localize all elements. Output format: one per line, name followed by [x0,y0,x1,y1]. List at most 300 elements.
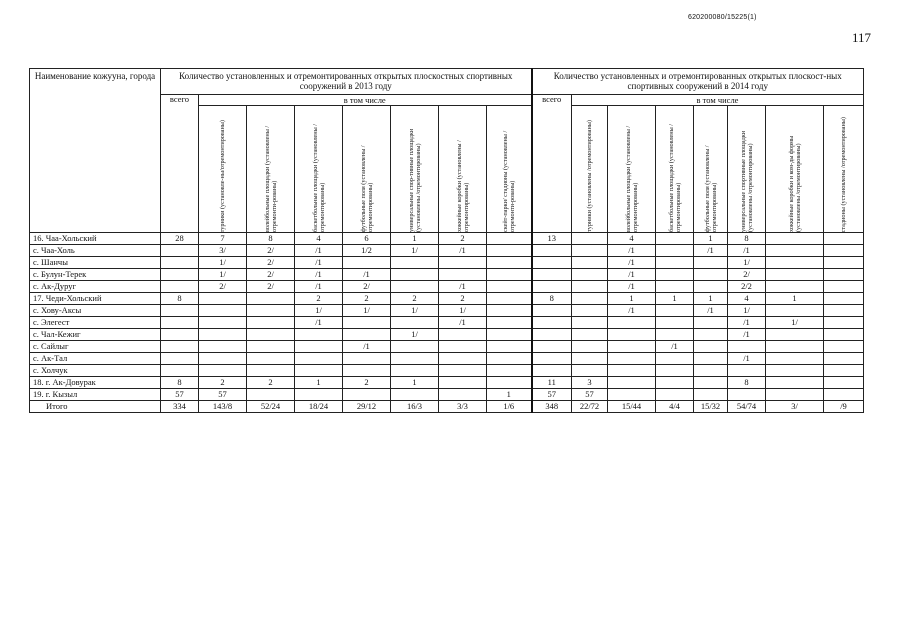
table-cell [728,365,766,377]
table-cell: 4 [295,233,343,245]
table-cell [824,353,864,365]
column-label: баскетбольные площадки (установлены /отремонтированы) [667,123,682,232]
table-cell: 8 [161,293,199,305]
table-cell [824,257,864,269]
table-cell [487,317,532,329]
table-cell: 1 [391,377,439,389]
table-cell [391,389,439,401]
table-cell: 6 [343,233,391,245]
table-cell [199,353,247,365]
table-cell [295,329,343,341]
table-cell [608,353,656,365]
table-cell [694,269,728,281]
table-cell [824,365,864,377]
table-cell [728,389,766,401]
table-cell [824,233,864,245]
table-cell: 8 [728,377,766,389]
table-cell [656,233,694,245]
table-cell [161,305,199,317]
table-cell: /1 [295,317,343,329]
table-cell [824,341,864,353]
table-cell [572,245,608,257]
row-name: с. Холчук [30,365,161,377]
table-cell [343,353,391,365]
table-cell: 1/ [728,257,766,269]
row-name: с. Элегест [30,317,161,329]
table-cell [656,365,694,377]
table-cell: 7 [199,233,247,245]
table-cell [608,329,656,341]
table-row [30,377,904,389]
table-cell: 16/3 [391,401,439,413]
table-cell [247,389,295,401]
table-cell [487,233,532,245]
table-cell [608,377,656,389]
table-row [30,269,904,281]
table-cell: 3/ [199,245,247,257]
table-cell [487,305,532,317]
table-cell [824,389,864,401]
header-incl-2014: в том числе [572,95,864,106]
header-total-2013: всего [161,95,199,233]
table-cell [439,365,487,377]
row-name: с. Ак-Тал [30,353,161,365]
column-label: хоккейные коробки и ком-ды формы (установлены /отремонтированы) [787,135,802,232]
row-name: 16. Чаа-Хольский [30,233,161,245]
table-cell [766,341,824,353]
table-cell [824,329,864,341]
table-cell [161,341,199,353]
table-cell [694,377,728,389]
table-cell [343,389,391,401]
table-cell [391,317,439,329]
table-cell: /1 [728,353,766,365]
table-cell [572,269,608,281]
table-cell [572,257,608,269]
row-name: с. Чал-Кежиг [30,329,161,341]
table-cell [694,365,728,377]
table-cell [608,389,656,401]
table-cell: 57 [572,389,608,401]
table-cell: 1/ [391,329,439,341]
page-number: 117 [852,30,872,45]
table-cell [247,365,295,377]
table-cell [487,257,532,269]
table-cell [295,365,343,377]
table-cell [532,341,572,353]
table-cell: 8 [161,377,199,389]
row-name: Итого [30,401,161,413]
table-cell: 2 [391,293,439,305]
table-cell [694,389,728,401]
table-row [30,317,904,329]
table-cell: 52/24 [247,401,295,413]
table-cell [572,305,608,317]
table-cell [656,269,694,281]
table-cell [532,257,572,269]
table-cell [487,269,532,281]
table-cell: /1 [728,317,766,329]
y2014-col-header-5 [728,106,766,233]
table-cell [656,329,694,341]
table-cell [766,389,824,401]
table-cell: 1/ [343,305,391,317]
table-cell: 1/2 [343,245,391,257]
table-cell [487,353,532,365]
sports-facilities-table [29,68,904,413]
table-cell: 143/8 [199,401,247,413]
table-row [30,257,904,269]
header-incl-2013: в том числе [199,95,532,106]
table-cell [532,281,572,293]
table-cell [391,353,439,365]
header-total-2014: всего [532,95,572,233]
table-cell: 1 [391,233,439,245]
table-cell [343,257,391,269]
table-cell: 1/ [295,305,343,317]
table-cell [487,245,532,257]
table-cell [656,245,694,257]
table-cell [766,281,824,293]
table-cell [656,353,694,365]
table-cell: 57 [199,389,247,401]
row-name: с. Хову-Аксы [30,305,161,317]
table-cell: 1/ [391,245,439,257]
table-cell [487,341,532,353]
table-cell [766,245,824,257]
table-cell [694,341,728,353]
table-cell: /1 [343,269,391,281]
table-cell [694,317,728,329]
table-cell [439,341,487,353]
table-cell: 4 [608,233,656,245]
table-cell [199,365,247,377]
table-cell [694,329,728,341]
table-cell [439,353,487,365]
table-cell [824,245,864,257]
table-cell: 2/ [343,281,391,293]
table-cell [487,377,532,389]
table-row [30,281,904,293]
table-cell [439,257,487,269]
table-cell: 2/2 [728,281,766,293]
table-cell [161,269,199,281]
table-cell [343,317,391,329]
table-cell [161,317,199,329]
table-cell [161,353,199,365]
table-cell: 18/24 [295,401,343,413]
table-cell [572,293,608,305]
table-cell [295,389,343,401]
table-cell: 13 [532,233,572,245]
table-cell: 1 [694,233,728,245]
header-group-2014: Количество установленных и отремонтированных открытых плоскост-ных спортивных сооружений в 2014 году [532,69,864,95]
table-cell: /9 [824,401,864,413]
table-cell: 8 [532,293,572,305]
y2013-col-header-6 [439,106,487,233]
table-cell [532,329,572,341]
table-cell: 29/12 [343,401,391,413]
table-cell: /1 [343,341,391,353]
row-name: 19. г. Кызыл [30,389,161,401]
table-cell [766,353,824,365]
table-cell: /1 [439,317,487,329]
table-cell: 2/ [728,269,766,281]
table-cell [766,365,824,377]
table-row [30,233,904,245]
table-cell [247,305,295,317]
table-cell [391,257,439,269]
table-cell: 3/ [766,401,824,413]
table-cell [161,365,199,377]
table-cell [766,233,824,245]
table-cell [343,365,391,377]
header-name: Наименование кожууна, города [30,69,161,233]
table-cell: 2/ [199,281,247,293]
table-cell: 2/ [247,281,295,293]
table-cell [572,353,608,365]
table-cell: 2 [439,293,487,305]
table-row [30,245,904,257]
table-row [30,389,904,401]
column-label: скейт-парки/ стадионы (установлены /отремонти-рованы) [501,130,516,232]
table-cell [824,377,864,389]
row-name: 17. Чеди-Хольский [30,293,161,305]
table-cell [247,353,295,365]
table-cell [532,365,572,377]
y2013-col-header-1 [199,106,247,233]
table-cell: 1/ [439,305,487,317]
table-cell: 348 [532,401,572,413]
table-cell [532,317,572,329]
table-cell [766,329,824,341]
row-name: с. Булун-Терек [30,269,161,281]
table-cell [608,365,656,377]
table-cell [295,341,343,353]
y2014-col-header-6 [766,106,824,233]
table-cell: 1/ [199,269,247,281]
table-cell [487,281,532,293]
table-cell [487,293,532,305]
table-cell [199,305,247,317]
column-label: баскетбольные площадки (установлены /отремонтированы) [311,123,326,232]
table-cell [439,269,487,281]
table-row [30,341,904,353]
table-cell: 28 [161,233,199,245]
row-name: с. Ак-Дуруг [30,281,161,293]
table-cell: 4/4 [656,401,694,413]
table-cell: /1 [439,281,487,293]
table-cell [824,293,864,305]
table-row [30,365,904,377]
table-cell: /1 [694,305,728,317]
table-cell [766,257,824,269]
column-label: волейбольные площадки (установлены /отремонтированы) [624,125,639,232]
row-name: 18. г. Ак-Довурак [30,377,161,389]
table-cell [391,341,439,353]
y2014-col-header-4 [694,106,728,233]
table-cell: 1 [766,293,824,305]
y2014-col-header-2 [608,106,656,233]
column-label: турники (установле-ны/отремонтированы) [219,119,226,232]
table-cell: /1 [608,305,656,317]
table-cell [532,269,572,281]
table-cell [343,329,391,341]
column-label: стадионы (установлены /отремонтированы) [840,116,847,232]
table-cell [656,389,694,401]
table-cell [824,269,864,281]
table-cell: 8 [728,233,766,245]
table-cell: /1 [694,245,728,257]
table-cell [572,281,608,293]
table-cell: 8 [247,233,295,245]
table-cell: /1 [728,329,766,341]
table-cell [824,281,864,293]
row-name: с. Чаа-Холь [30,245,161,257]
table-cell: 2 [295,293,343,305]
table-cell: 2 [247,377,295,389]
table-cell [391,269,439,281]
table-cell [199,293,247,305]
table-row [30,293,904,305]
table-cell: 1/ [199,257,247,269]
table-row [30,401,904,413]
table-cell: 15/44 [608,401,656,413]
y2013-col-header-5 [391,106,439,233]
table-cell: 334 [161,401,199,413]
table-cell: 1/ [728,305,766,317]
table-cell: 1 [656,293,694,305]
table-cell [656,317,694,329]
table-cell: 1/6 [487,401,532,413]
table-cell [694,281,728,293]
table-cell [824,317,864,329]
table-cell [199,341,247,353]
column-label: волейбольные площадки (установлены /отремонти-рованы) [263,125,278,232]
table-cell: 2/ [247,269,295,281]
column-label: футбольные поля (установлены /отремонтированы) [703,145,718,232]
column-label: турники (установлены /отремонтированы) [586,120,593,232]
table-cell: 4 [728,293,766,305]
table-cell: 1 [295,377,343,389]
table-cell: 2 [439,233,487,245]
table-cell [532,245,572,257]
table-cell [532,353,572,365]
table-row [30,329,904,341]
table-cell [766,305,824,317]
table-cell [247,317,295,329]
table-cell [439,377,487,389]
table-cell: 22/72 [572,401,608,413]
y2014-col-header-1 [572,106,608,233]
table-cell [487,329,532,341]
table-cell [656,281,694,293]
table-cell: /1 [728,245,766,257]
table-cell: /1 [656,341,694,353]
table-cell: /1 [295,281,343,293]
table-cell: 3 [572,377,608,389]
table-cell [656,305,694,317]
table-cell: 2/ [247,245,295,257]
row-name: с. Сайлыг [30,341,161,353]
table-cell [161,245,199,257]
table-cell: /1 [608,245,656,257]
table-cell [656,257,694,269]
table-cell [694,353,728,365]
table-cell [572,233,608,245]
table-cell [766,377,824,389]
table-cell: /1 [295,269,343,281]
table-cell: 54/74 [728,401,766,413]
table-cell [161,257,199,269]
table-cell: 2 [199,377,247,389]
table-cell [824,305,864,317]
table-row [30,353,904,365]
table-cell [247,329,295,341]
table-cell [572,329,608,341]
y2014-col-header-3 [656,106,694,233]
table-cell [608,341,656,353]
y2013-col-header-7 [487,106,532,233]
row-name: с. Шанчы [30,257,161,269]
table-cell [247,293,295,305]
table-cell: /1 [608,281,656,293]
table-cell [439,329,487,341]
table-cell: /1 [295,245,343,257]
table-cell [608,317,656,329]
y2013-col-header-3 [295,106,343,233]
table-cell [487,365,532,377]
table-cell: 2 [343,377,391,389]
table-cell: 57 [532,389,572,401]
table-cell: /1 [608,269,656,281]
table-cell: 57 [161,389,199,401]
header-group-2013: Количество установленных и отремонтированных открытых плоскостных спортивных сооружений в 2013 году [161,69,532,95]
table-cell [161,329,199,341]
table-cell: /1 [608,257,656,269]
table-cell [572,365,608,377]
table-cell [199,317,247,329]
table-cell [694,257,728,269]
document-number: 620200080/15225(1) [688,14,757,21]
y2014-col-header-7 [824,106,864,233]
table-cell [247,341,295,353]
column-label: футбольные поля (установлены /отремонтированы) [359,145,374,232]
table-cell: 1 [608,293,656,305]
column-label: хоккейные коробки (установлены /отремонтированы) [455,140,470,232]
table-row [30,305,904,317]
table-cell: 3/3 [439,401,487,413]
column-label: универсальные спортивные площадки (установлены /отремонтированы) [739,130,754,232]
table-cell [656,377,694,389]
table-cell [572,341,608,353]
table-cell: 1 [487,389,532,401]
table-cell [572,317,608,329]
table-cell: 2/ [247,257,295,269]
table-cell [295,353,343,365]
table-cell: /1 [439,245,487,257]
table-cell: 11 [532,377,572,389]
table-cell [199,329,247,341]
y2013-col-header-2 [247,106,295,233]
table-cell [391,365,439,377]
table-cell [532,305,572,317]
y2013-col-header-4 [343,106,391,233]
table-cell [728,341,766,353]
table-cell: 1 [694,293,728,305]
table-cell [766,269,824,281]
table-cell: /1 [295,257,343,269]
